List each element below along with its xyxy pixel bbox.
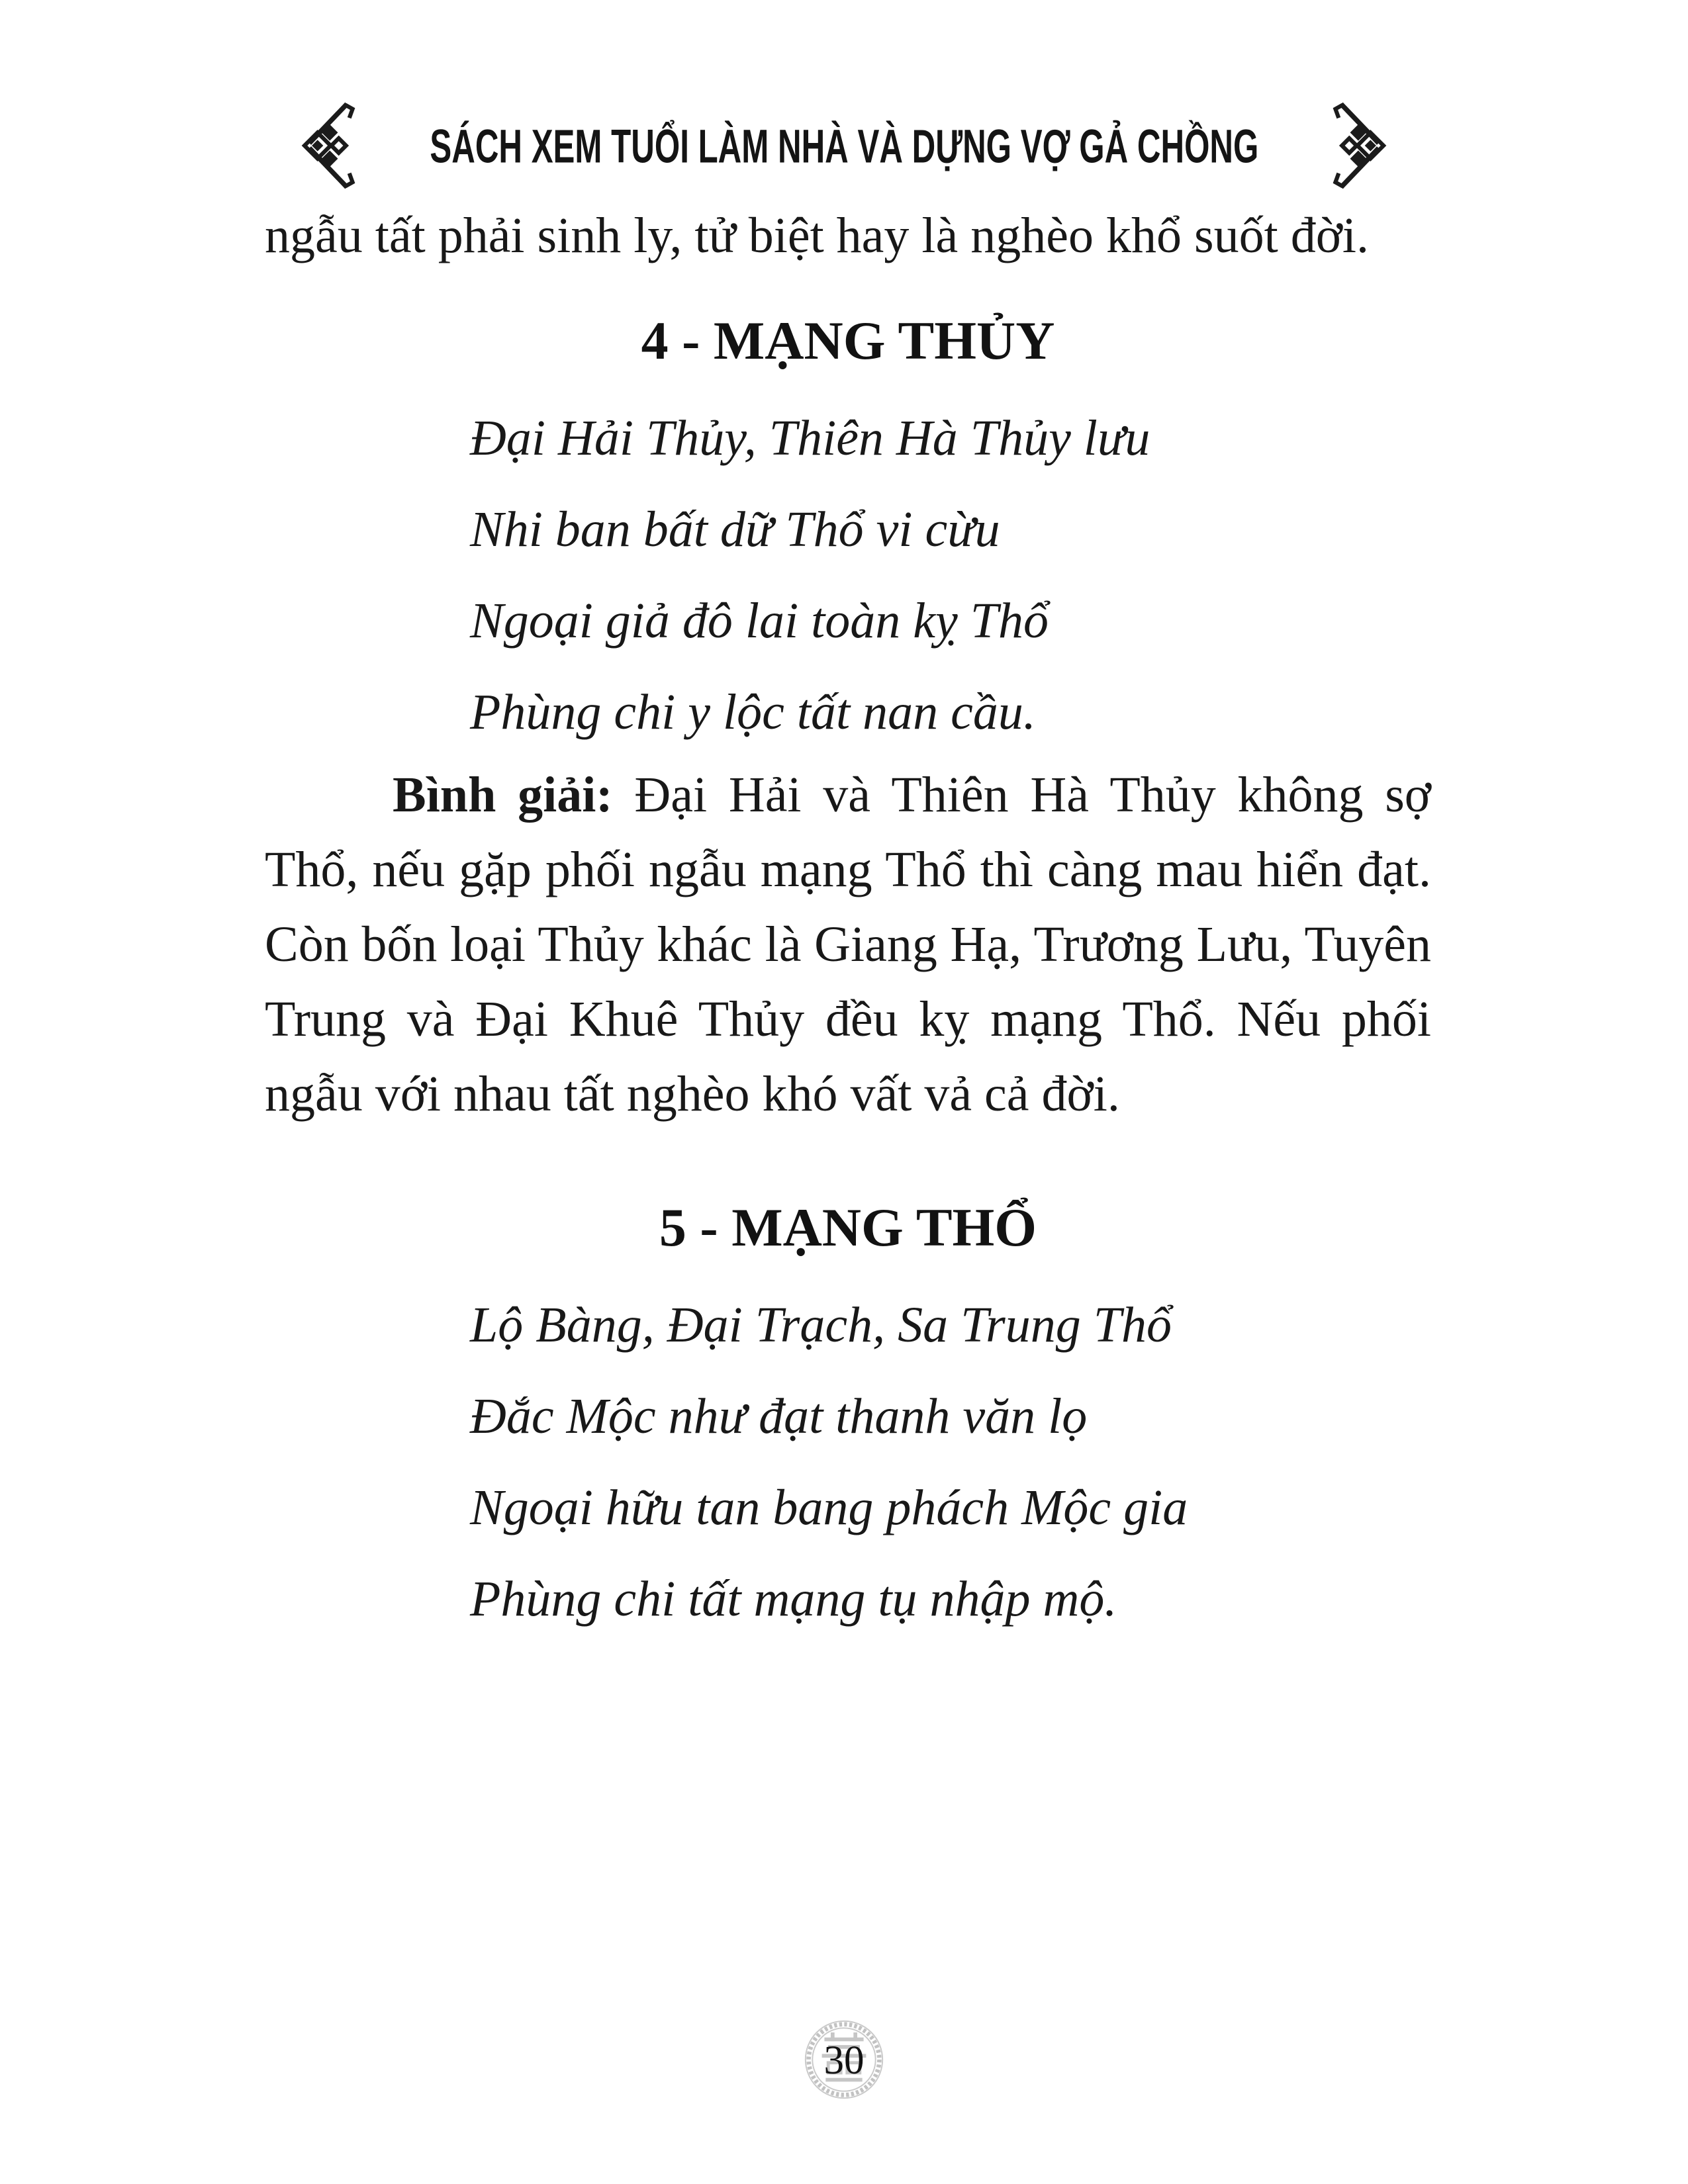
book-title: SÁCH XEM TUỔI LÀM NHÀ VÀ DỰNG VỢ GẢ CHỒNG [430, 118, 1258, 173]
verse-line: Ngoại hữu tan bang phách Mộc gia [470, 1480, 1188, 1535]
commentary-paragraph [265, 758, 1431, 1132]
verse-line: Lộ Bàng, Đại Trạch, Sa Trung Thổ [470, 1297, 1172, 1353]
page-number-medallion [803, 2019, 885, 2101]
intro-paragraph: ngẫu tất phải sinh ly, tử biệt hay là nghèo khổ suốt đời. [265, 208, 1369, 263]
header-ornament-left-icon [295, 93, 356, 199]
verse-line: Phùng chi y lộc tất nan cầu. [470, 684, 1036, 740]
verse-line: Đại Hải Thủy, Thiên Hà Thủy lưu [470, 410, 1150, 466]
section-heading-4: 4 - MẠNG THỦY [641, 310, 1055, 371]
page-content [0, 199, 1688, 1645]
verse-line: Đắc Mộc như đạt thanh văn lọ [470, 1388, 1088, 1444]
commentary-label: Bình giải: [393, 767, 613, 823]
verse-line: Nhi ban bất dữ Thổ vi cừu [470, 502, 1000, 557]
verse-line: Ngoại giả đô lai toàn kỵ Thổ [470, 593, 1049, 649]
section-heading-5: 5 - MẠNG THỔ [659, 1197, 1037, 1257]
verse-block-earth [265, 1279, 1431, 1645]
running-header [0, 0, 1688, 199]
verse-line: Phùng chi tất mạng tụ nhập mộ. [470, 1571, 1117, 1627]
page-number: 30 [823, 2038, 865, 2083]
verse-block-water [265, 392, 1431, 758]
commentary-text: Đại Hải và Thiên Hà Thủy không sợ Thổ, nếu gặp phối ngẫu mạng Thổ thì càng mau hiển đạt. Còn bốn loại Thủy khác là Giang Hạ, Trương Lưu, Tuyên Trung và Đại Khuê Thủy đều kỵ mạng Thổ. Nếu phối ngẫu với nhau tất nghèo khó vất vả cả đời. [265, 767, 1432, 1122]
header-ornament-right-icon [1332, 93, 1393, 199]
